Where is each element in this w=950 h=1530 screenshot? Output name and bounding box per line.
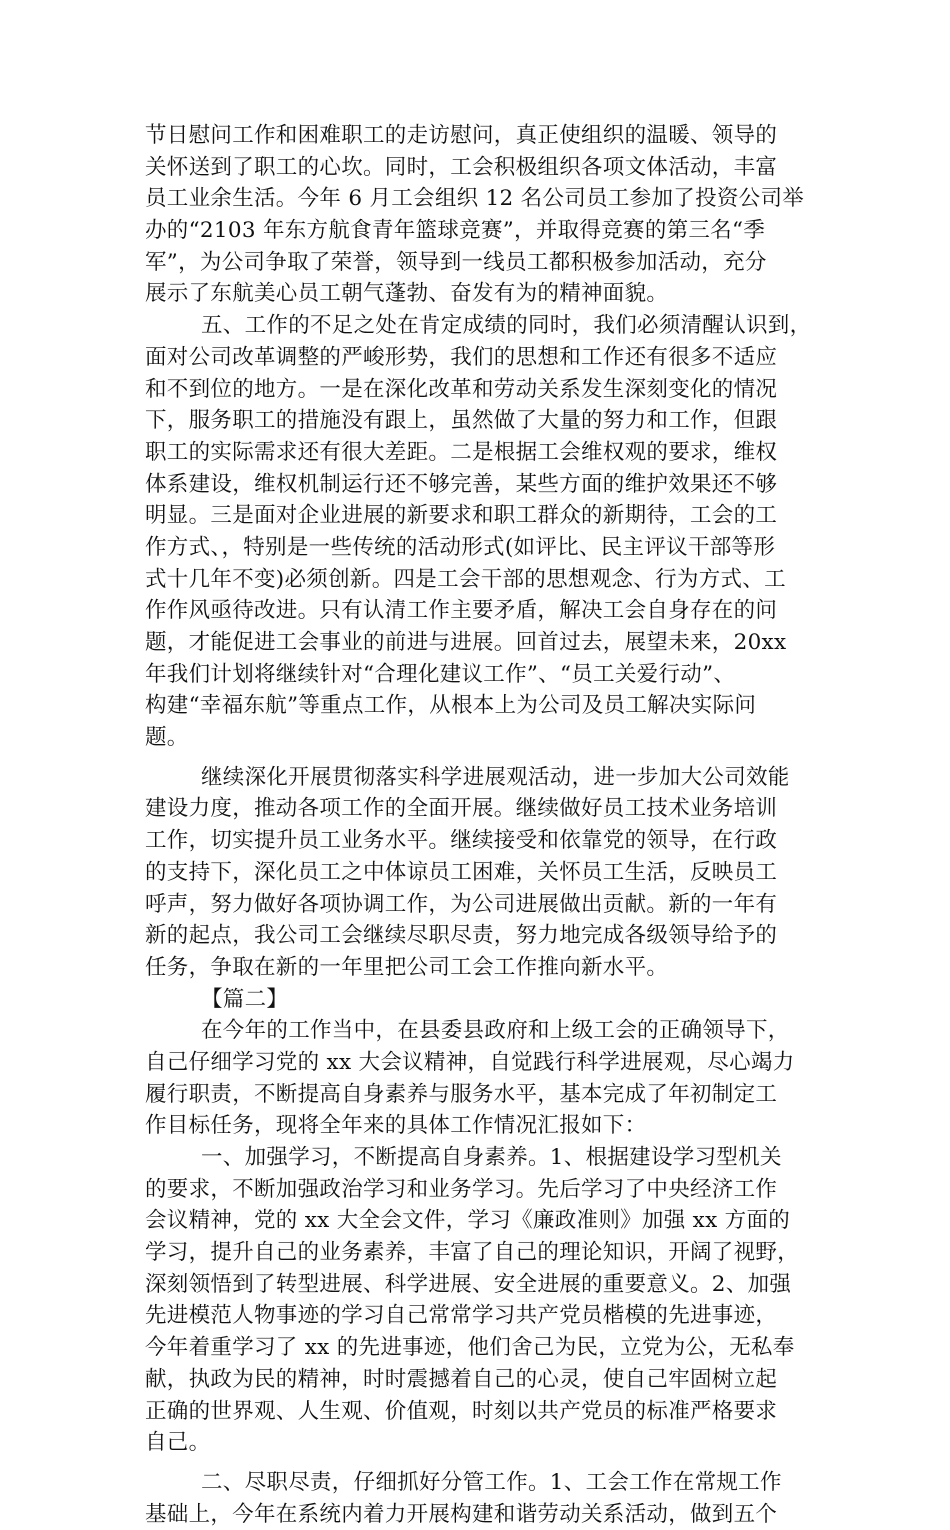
text-line: 的支持下，深化员工之中体谅员工困难，关怀员工生活，反映员工 xyxy=(145,859,778,885)
text-line: 建设力度，推动各项工作的全面开展。继续做好员工技术业务培训 xyxy=(145,796,778,822)
text-line: 自己仔细学习党的 xx 大会议精神，自觉践行科学进展观，尽心竭力 xyxy=(145,1049,795,1075)
text-line: 一、加强学习，不断提高自身素养。1、根据建设学习型机关 xyxy=(201,1145,782,1170)
text-line: 和不到位的地方。一是在深化改革和劳动关系发生深刻变化的情况 xyxy=(145,376,778,402)
text-line: 先进模范人物事迹的学习自己常常学习共产党员楷模的先进事迹， xyxy=(145,1303,778,1329)
text-line: 下，服务职工的措施没有跟上，虽然做了大量的努力和工作，但跟 xyxy=(145,408,778,434)
text-line: 式十几年不变)必须创新。四是工会干部的思想观念、行为方式、工 xyxy=(145,566,786,592)
text-line: 学习，提升自己的业务素养，丰富了自己的理论知识，开阔了视野， xyxy=(145,1240,800,1266)
text-line: 构建“幸福东航”等重点工作，从根本上为公司及员工解决实际问 xyxy=(145,693,757,719)
text-line: 题，才能促进工会事业的前进与进展。回首过去，展望未来，20xx xyxy=(145,630,787,655)
text-line: 作目标任务，现将全年来的具体工作情况汇报如下： xyxy=(145,1113,647,1139)
text-line: 作作风亟待改进。只有认清工作主要矛盾，解决工会自身存在的问 xyxy=(145,598,778,624)
text-line: 工作，切实提升员工业务水平。继续接受和依靠党的领导，在行政 xyxy=(145,828,778,854)
text-line: 节日慰问工作和困难职工的走访慰问，真正使组织的温暖、领导的 xyxy=(145,123,778,148)
text-line: 二、尽职尽责，仔细抓好分管工作。1、工会工作在常规工作 xyxy=(201,1469,782,1495)
text-line: 年我们计划将继续针对“合理化建议工作”、“员工关爱行动”、 xyxy=(145,661,736,687)
text-line: 任务，争取在新的一年里把公司工会工作推向新水平。 xyxy=(145,954,669,980)
text-line: 军”，为公司争取了荣誉，领导到一线员工都积极参加活动，充分 xyxy=(145,249,767,275)
text-line: 五、工作的不足之处在肯定成绩的同时，我们必须清醒认识到， xyxy=(201,313,812,339)
text-line: 自己。 xyxy=(145,1430,211,1456)
document-body xyxy=(145,120,812,1530)
text-line: 面对公司改革调整的严峻形势，我们的思想和工作还有很多不适应 xyxy=(145,344,778,370)
text-line: 呼声，努力做好各项协调工作，为公司进展做出贡献。新的一年有 xyxy=(145,891,778,917)
text-line: 办的“2103 年东方航食青年篮球竞赛”，并取得竞赛的第三名“季 xyxy=(145,218,766,244)
text-line: 题。 xyxy=(145,725,189,751)
text-line: 明显。三是面对企业进展的新要求和职工群众的新期待，工会的工 xyxy=(145,503,778,529)
section-heading: 【篇二】 xyxy=(201,986,289,1012)
text-line: 正确的世界观、人生观、价值观，时刻以共产党员的标准严格要求 xyxy=(145,1398,778,1424)
text-line: 的要求，不断加强政治学习和业务学习。先后学习了中央经济工作 xyxy=(145,1176,778,1202)
text-line: 新的起点，我公司工会继续尽职尽责，努力地完成各级领导给予的 xyxy=(145,923,778,949)
text-line: 在今年的工作当中，在县委县政府和上级工会的正确领导下， xyxy=(201,1018,790,1044)
text-line: 体系建设，维权机制运行还不够完善，某些方面的维护效果还不够 xyxy=(145,471,778,497)
text-line: 会议精神，党的 xx 大全会文件，学习《廉政准则》加强 xx 方面的 xyxy=(145,1208,791,1234)
text-line: 展示了东航美心员工朝气蓬勃、奋发有为的精神面貌。 xyxy=(145,281,669,307)
text-line: 基础上，今年在系统内着力开展构建和谐劳动关系活动，做到五个 xyxy=(145,1501,778,1527)
text-line: 深刻领悟到了转型进展、科学进展、安全进展的重要意义。2、加强 xyxy=(145,1271,792,1297)
text-line: 职工的实际需求还有很大差距。二是根据工会维权观的要求，维权 xyxy=(145,439,778,465)
text-line: 继续深化开展贯彻落实科学进展观活动，进一步加大公司效能 xyxy=(201,764,790,790)
text-line: 献，执政为民的精神，时时震撼着自己的心灵，使自己牢固树立起 xyxy=(145,1366,778,1392)
text-line: 作方式、，特别是一些传统的活动形式(如评比、民主评议干部等形 xyxy=(145,534,776,560)
text-line: 员工业余生活。今年 6 月工会组织 12 名公司员工参加了投资公司举 xyxy=(145,186,805,212)
text-line: 关怀送到了职工的心坎。同时，工会积极组织各项文体活动，丰富 xyxy=(145,154,778,180)
text-line: 今年着重学习了 xx 的先进事迹，他们舍己为民，立党为公，无私奉 xyxy=(145,1335,795,1361)
text-line: 履行职责，不断提高自身素养与服务水平，基本完成了年初制定工 xyxy=(145,1081,778,1107)
